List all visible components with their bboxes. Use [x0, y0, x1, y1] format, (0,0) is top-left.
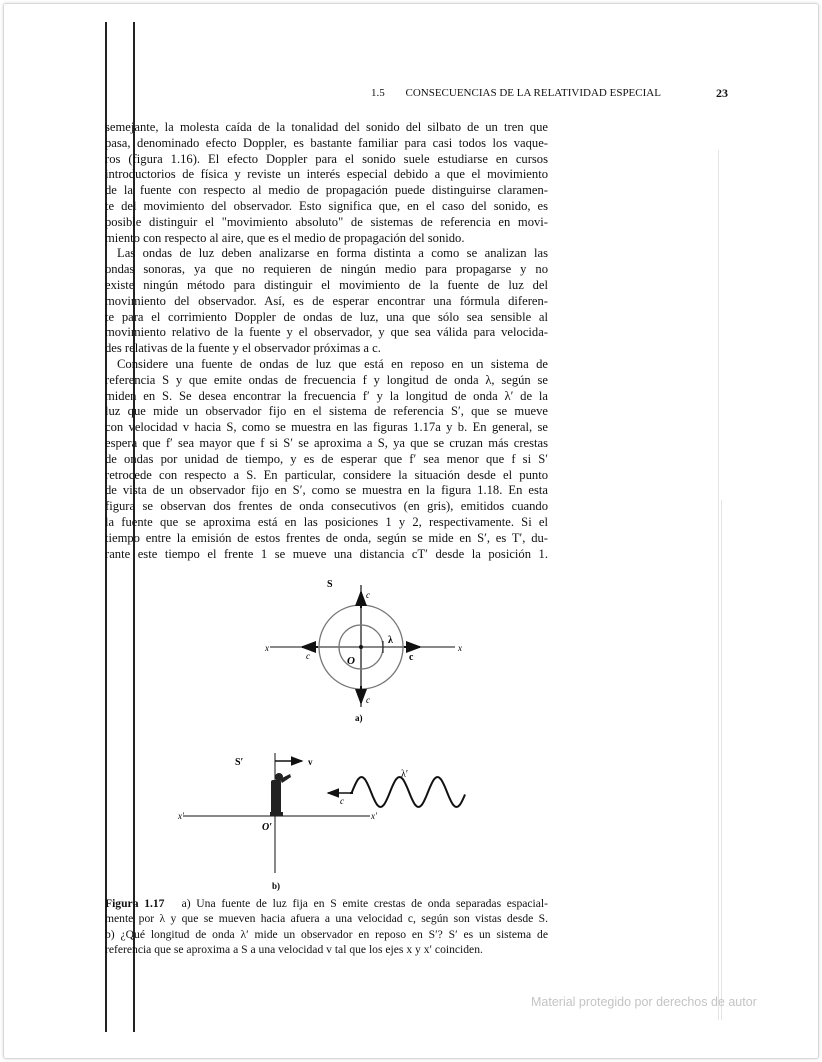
caption-line: mente por λ y que se mueven hacia afuera a una velocidad c, según son vistas desde S. [105, 912, 548, 926]
origin-label: O [347, 655, 355, 667]
observer-figure-icon [270, 773, 291, 816]
caption-line: a) Una fuente de luz fija en S emite crestas de onda separadas espacial- [181, 897, 548, 910]
frame-label: S [327, 579, 333, 590]
caption-label: Figura 1.17 [105, 897, 165, 910]
velocity-label: v [308, 757, 313, 767]
text-line: introductorios de física y reviste un interés especial debido a que el movimiento [105, 167, 548, 182]
page-number: 23 [716, 86, 728, 100]
light-wave [350, 777, 465, 807]
text-line: te del movimiento del observador. Esto significa que, en el caso del sonido, es [105, 198, 548, 213]
axis-label: x′ [371, 811, 377, 821]
speed-label: c [366, 590, 370, 600]
text-line: luz que mide un observador fijo en el sistema de referencia S′, que se mueve [105, 404, 548, 419]
text-line: movimiento relativo de la fuente y el observador, y que sea válida para velocida- [105, 325, 548, 340]
panel-label: a) [355, 713, 363, 723]
panel-label: b) [272, 881, 281, 891]
text-line: te para el corrimiento Doppler de ondas de luz, una que sólo sea sensible al [105, 309, 548, 324]
text-line: referencia S y que emite ondas de frecuencia f y longitud de onda λ, según se [105, 372, 548, 387]
section-title: CONSECUENCIAS DE LA RELATIVIDAD ESPECIAL [405, 87, 661, 99]
text-line: tiempo entre la emisión de estos frentes de onda, según se mide en S′, es T′, du- [105, 530, 548, 545]
frame-label: S′ [235, 757, 244, 768]
text-line: de ondas por unidad de tiempo, y es de esperar que f′ sea menor que f si S′ [105, 451, 548, 466]
text-line: posible distinguir el "movimiento absoluto" de sistemas de referencia en movi- [105, 214, 548, 229]
text-line: Las ondas de luz deben analizarse en forma distinta a como se analizan las [117, 246, 548, 261]
axis-label: x′ [178, 811, 184, 821]
text-line: semejante, la molesta caída de la tonalidad del sonido del silbato de un tren que [105, 120, 548, 134]
text-line: ondas sonoras, ya que no requieren de ningún medio para propagarse y no [105, 262, 548, 277]
axis-label: x [458, 643, 462, 653]
wavelength-label: λ′ [401, 769, 409, 780]
wavelength-label: λ [388, 635, 393, 646]
text-line: espera que f′ sea mayor que f si S′ se aproxima a S, ya que se cruzan más crestas [105, 435, 548, 450]
figure-b [177, 753, 465, 891]
text-line: des relativas de la fuente y el observador próximas a c. [105, 341, 381, 356]
text-line: miden en S. Se desea encontrar la frecuencia f′ y la longitud de onda λ′ de la [105, 388, 548, 403]
text-line: Considere una fuente de ondas de luz que está en reposo en un sistema de [117, 356, 548, 371]
speed-label: c [306, 651, 310, 661]
text-line: existe ningún método para distinguir el movimiento de la fuente de luz del [105, 277, 548, 292]
origin-label: O′ [262, 822, 273, 833]
text-line: de vista de un observador fijo en S′, como se muestra en la figura 1.18. En esta [105, 483, 548, 498]
caption-line: b) ¿Qué longitud de onda λ′ mide un observador en reposo en S′? S′ es un sistema de [105, 927, 548, 941]
speed-label: c [340, 796, 344, 806]
text-line: con velocidad v hacia S, como se muestra en las figuras 1.17a y b. En general, se [105, 420, 548, 435]
figure-a [264, 579, 462, 723]
speed-label: c [409, 652, 414, 663]
copyright-watermark: Material protegido por derechos de autor [531, 995, 757, 1009]
text-line: la fuente que se aproxima está en las posiciones 1 y 2, respectivamente. Si el [105, 514, 548, 529]
figure-caption [105, 896, 548, 958]
text-line: retrocede con respecto a S. En particular, considere la situación desde el punto [105, 467, 548, 482]
speed-label: c [366, 695, 370, 705]
text-line: figura se observan dos frentes de onda consecutivos (en gris), emitidos cuando [105, 499, 548, 514]
section-number: 1.5 [371, 87, 385, 99]
text-line: miento con respecto al aire, que es el medio de propagación del sonido. [105, 230, 465, 245]
text-line: rante este tiempo el frente 1 se mueve una distancia cT′ desde la posición 1. [105, 546, 548, 561]
axis-label: x [265, 643, 269, 653]
text-line: movimiento del observador. Así, es de esperar encontrar una fórmula diferen- [105, 293, 548, 308]
text-line: ros (figura 1.16). El efecto Doppler para el sonido suele estudiarse en cursos [105, 151, 548, 166]
text-line: pasa, denominado efecto Doppler, es bastante familiar para casi todos los vaque- [105, 135, 548, 150]
caption-line: referencia que se aproxima a S a una velocidad v tal que los ejes x y x′ coinciden. [105, 943, 483, 957]
text-line: de la fuente con respecto al medio de propagación puede distinguirse claramen- [105, 183, 548, 198]
